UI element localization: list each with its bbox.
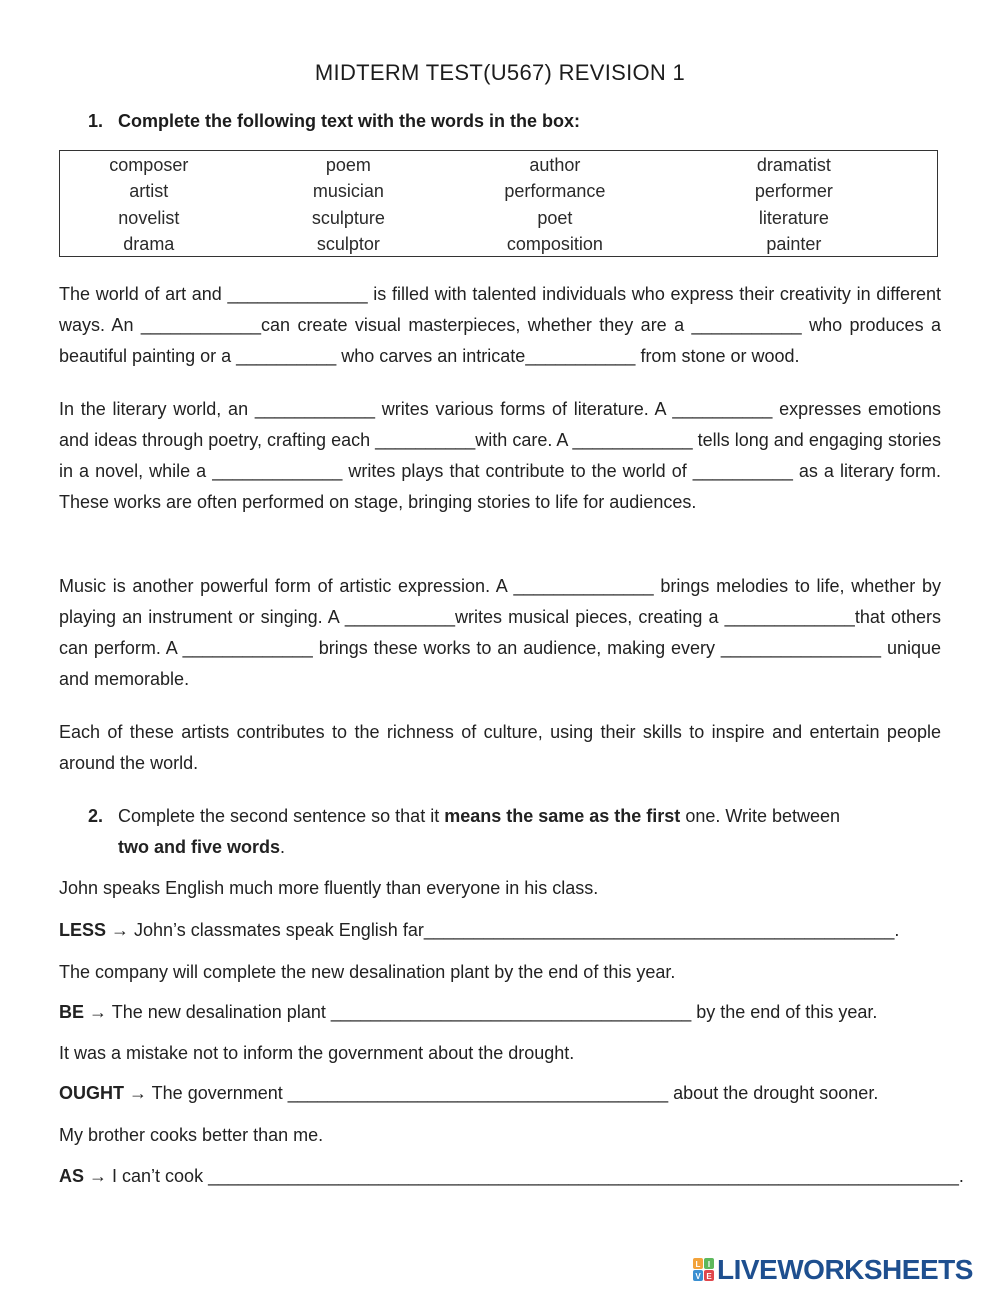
- keyword: LESS: [59, 920, 107, 940]
- word-box-cell: composition: [506, 234, 603, 255]
- instruction-text: one. Write between: [680, 806, 841, 826]
- word-box-cell: novelist: [118, 207, 180, 228]
- question-2-instruction: [118, 801, 918, 863]
- instruction-emphasis: two and five words: [118, 837, 281, 857]
- rewrite-line[interactable]: [59, 918, 899, 942]
- word-box-cell: author: [529, 154, 581, 175]
- word-box-cell: dramatist: [756, 154, 831, 175]
- liveworksheets-logo[interactable]: [693, 1255, 993, 1285]
- rewrite-text[interactable]: → I can’t cook ___________________________________________________________________________.: [84, 1166, 964, 1186]
- rewrite-text[interactable]: → John’s classmates speak English far_______________________________________________.: [106, 920, 900, 940]
- word-box-row: [60, 205, 937, 232]
- word-box-cell: artist: [129, 181, 169, 202]
- question-2-number: 2.: [88, 806, 104, 826]
- question-1-heading: [88, 111, 580, 132]
- question-1-instruction: Complete the following text with the words in the box:: [118, 111, 580, 131]
- word-box-cell: musician: [312, 181, 384, 202]
- question-1-number: 1.: [88, 111, 104, 131]
- original-sentence: The company will complete the new desalination plant by the end of this year.: [59, 962, 676, 982]
- word-box-cell: sculpture: [311, 207, 385, 228]
- liveworksheets-logo-icon: [693, 1258, 715, 1282]
- word-box-cell: poem: [325, 154, 371, 175]
- keyword: BE: [59, 1002, 85, 1022]
- cloze-paragraph[interactable]: Music is another powerful form of artistic expression. A ______________ brings melodies to life, whether by playing an instrument or singing. A ___________writes musical pieces, creating a _____________that others can perform. A _____________ brings these works to an audience, making every ________________ unique and memorable.: [59, 576, 941, 689]
- word-box-cell: literature: [758, 207, 829, 228]
- rewrite-text[interactable]: → The new desalination plant ____________________________________ by the end of this year.: [84, 1002, 878, 1022]
- word-box-cell: sculptor: [316, 234, 380, 255]
- word-box: [59, 150, 938, 257]
- cloze-paragraph[interactable]: In the literary world, an ____________ writes various forms of literature. A __________ expresses emotions and ideas through poetry, crafting each __________with care. A ____________ tells long and engaging stories in a novel, while a _____________ writes plays that contribute to the world of __________ as a literary form. These works are often performed on stage, bringing stories to life for audiences.: [59, 399, 941, 512]
- original-sentence: John speaks English much more fluently than everyone in his class.: [59, 878, 599, 898]
- original-sentence: My brother cooks better than me.: [59, 1125, 324, 1145]
- closing-paragraph: Each of these artists contributes to the richness of culture, using their skills to inspire and entertain people around the world.: [59, 722, 941, 773]
- word-box-row: [60, 232, 937, 259]
- word-box-cell: performance: [504, 181, 606, 202]
- svg-text:I: I: [707, 1260, 711, 1269]
- rewrite-line[interactable]: [59, 1000, 877, 1024]
- svg-text:V: V: [695, 1272, 701, 1281]
- word-box-cell: poet: [537, 207, 573, 228]
- original-sentence: It was a mistake not to inform the government about the drought.: [59, 1043, 575, 1063]
- word-box-row: [60, 152, 937, 179]
- word-box-cell: performer: [754, 181, 833, 202]
- instruction-emphasis: means the same as the first: [444, 806, 681, 826]
- logo-text: LIVEWORKSHEETS: [717, 1254, 973, 1285]
- question-2-heading: [88, 801, 918, 863]
- word-box-cell: composer: [109, 154, 189, 175]
- instruction-text: .: [280, 837, 286, 857]
- svg-text:E: E: [706, 1272, 712, 1281]
- page-title: MIDTERM TEST(U567) REVISION 1: [314, 60, 686, 85]
- word-box-row: [60, 179, 937, 206]
- rewrite-line[interactable]: [59, 1081, 878, 1105]
- rewrite-line[interactable]: [59, 1164, 964, 1188]
- keyword: OUGHT: [59, 1083, 124, 1103]
- keyword: AS: [59, 1166, 85, 1186]
- word-box-cell: painter: [766, 234, 822, 255]
- word-box-table: [60, 152, 937, 258]
- word-box-cell: drama: [123, 234, 175, 255]
- rewrite-text[interactable]: → The government ______________________________________ about the drought sooner.: [124, 1083, 879, 1103]
- instruction-text: Complete the second sentence so that it: [118, 806, 445, 826]
- cloze-paragraph[interactable]: The world of art and ______________ is filled with talented individuals who express their creativity in different ways. An ____________can create visual masterpieces, whether they are a ___________ who produces a beautiful painting or a __________ who carves an intricate___________ from stone or wood.: [59, 284, 941, 366]
- svg-text:L: L: [695, 1260, 701, 1269]
